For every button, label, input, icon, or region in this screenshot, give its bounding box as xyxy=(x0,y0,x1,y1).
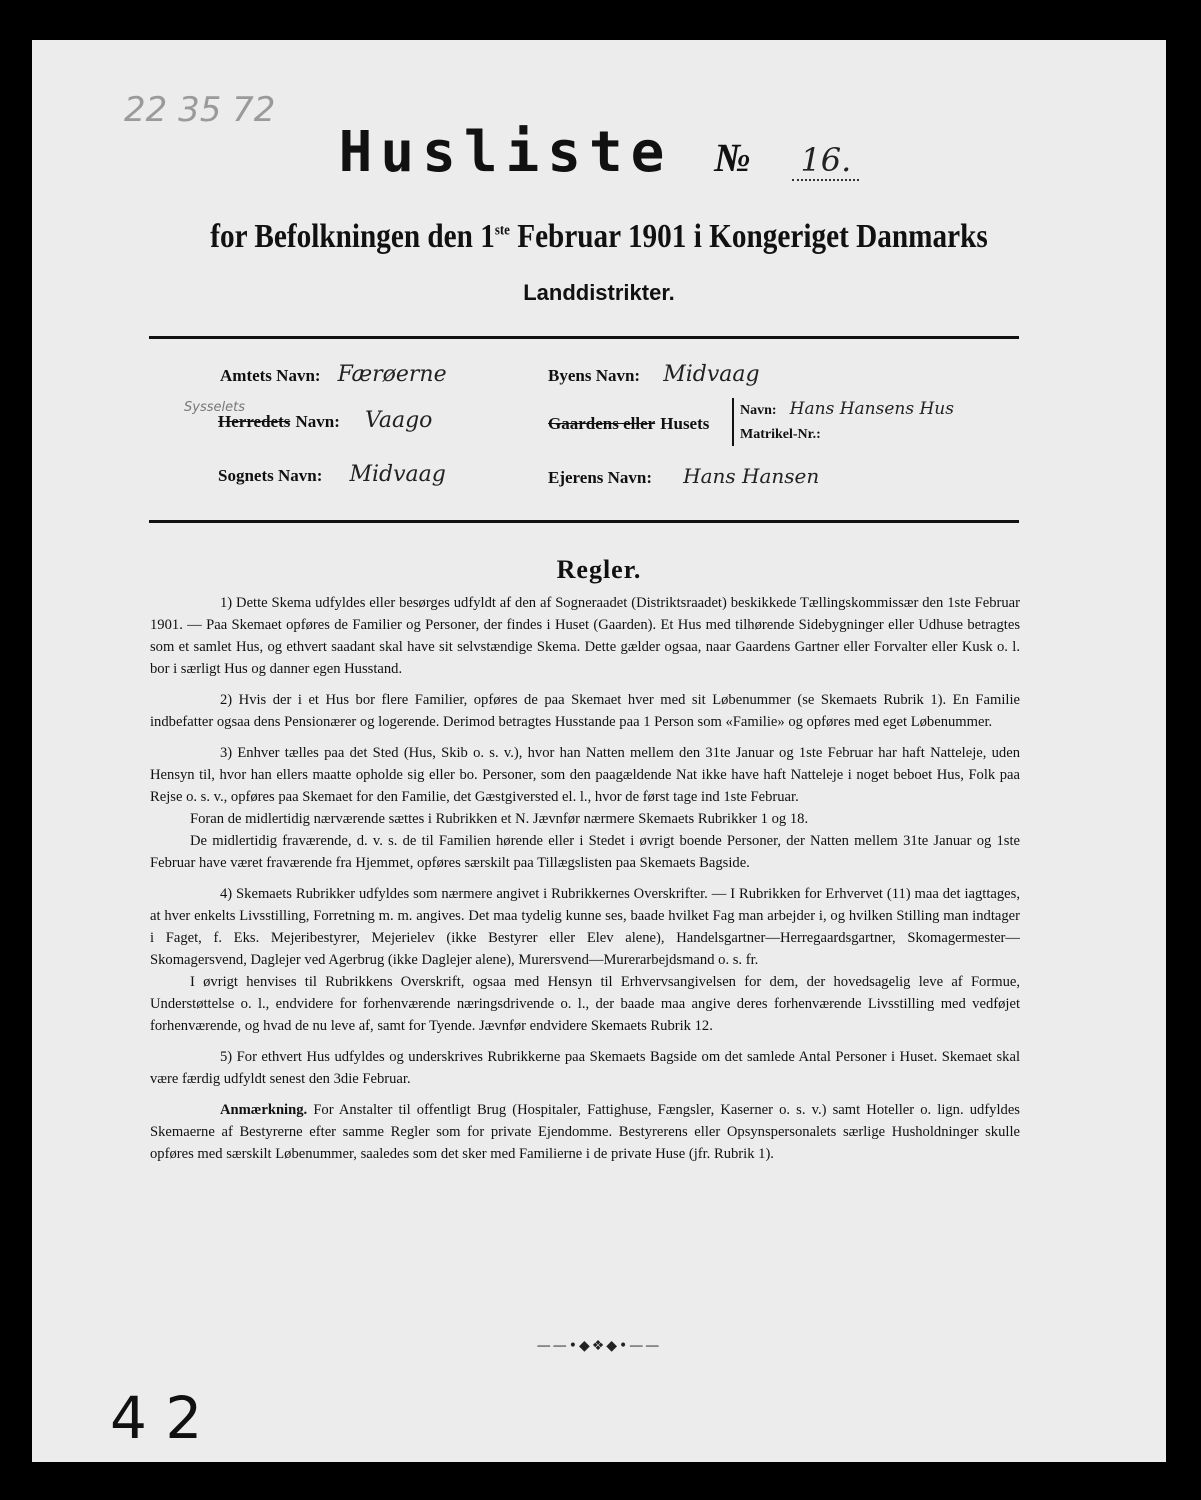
navn-value: Hans Hansens Hus xyxy=(789,399,954,419)
by-label: Byens Navn: xyxy=(548,366,641,385)
rule-1: 1) Dette Skema udfyldes eller besørges udfyldt af den af Sogneraadet (Distriktsraadet) beskikkede Tællingskommissær den 1ste Februar 1901. — Paa Skemaet opføres de Familier og Personer, der findes i Huset (Gaarden). Et Hus med tilhørende Sidebygninger eller Udhuse betragtes som et samlet Hus, og ethvert saadant skal have sit selvstændige Skema. Dette gælder ogsaa, naar Gaardens Gartner eller Forvalter eller Kusk o. l. bor i særligt Hus og danner egen Husstand. xyxy=(150,595,1020,677)
husets-subfields xyxy=(732,398,954,446)
subtitle-superscript: ste xyxy=(494,222,510,239)
by-value: Midvaag xyxy=(663,362,760,387)
house-list-number: 16. xyxy=(792,141,859,181)
fields-divider xyxy=(149,520,1019,523)
rules-heading: Regler. xyxy=(556,555,642,584)
sysselets-annotation: Sysselets xyxy=(184,400,245,415)
rules-body xyxy=(150,592,1020,1174)
herred-value: Vaago xyxy=(364,408,433,433)
ejer-label: Ejerens Navn: xyxy=(548,468,653,487)
rule-3: 3) Enhver tælles paa det Sted (Hus, Skib o. s. v.), hvor han Natten mellem den 31te Januar og 1ste Februar har haft Natteleje, uden Hensyn til, hvor han ellers maatte opholde sig eller bo. Personer, som den paagældende Nat ikke have haft Natteleje i noget beboet Hus, Folk paa Rejse o. s. v., opføres paa Skemaet for den Familie, det Gæstgiversted el. l., hvor de først tage ind 1ste Februar. xyxy=(150,745,1020,805)
subtitle-part: Februar 1901 i Kongeriget Danmarks xyxy=(509,218,988,255)
subtitle-part: for Befolkningen den 1 xyxy=(210,218,495,255)
ejer-value: Hans Hansen xyxy=(683,464,820,488)
herred-field xyxy=(182,400,433,433)
remark xyxy=(150,1099,1020,1165)
rule-4: 4) Skemaets Rubrikker udfyldes som nærmere angivet i Rubrikkernes Overskrifter. — I Rubrikken for Erhvervet (11) maa det iagttages, at hver enkelts Livsstilling, Forretning m. m. angives. Det maa tydelig kunne ses, baade hvilket Fag man arbejder i, og hvilken Stilling man indtager i Faget, f. Eks. Mejeribestyrer, Mejerielev (ikke Bestyrer eller Elev alene), Handelsgartner—Herregaardsgartner, Skomagermester—Skomagersvend, Daglejer ved Agerbrug (ikke Daglejer alene), Murersvend—Murerarbejdsmand o. s. fr. xyxy=(150,886,1020,968)
by-field xyxy=(548,362,760,387)
rule-3-note-n: Foran de midlertidig nærværende sættes i Rubrikken et N. Jævnfør nærmere Skemaets Rubrikker 1 og 18. xyxy=(190,811,809,827)
number-symbol: № xyxy=(714,135,751,180)
rule-5: 5) For ethvert Hus udfyldes og underskrives Rubrikkerne paa Skemaets Bagside om det samlede Antal Personer i Huset. Skemaet skal være færdig udfyldt senest den 3die Februar. xyxy=(150,1049,1020,1087)
remark-text: For Anstalter til offentligt Brug (Hospitaler, Fattighuse, Fængsler, Kaserner o. s. v.) samt Hoteller o. lign. udfyldes Skemaerne af Bestyrerne efter samme Regler som for private Ejendomme. Bestyrerens eller Opsynspersonalets særlige Husholdninger skulle opføres med særskilt Løbenummer, saaledes som det sker med Familierne i de private Huse (jfr. Rubrik 1). xyxy=(150,1102,1020,1162)
rule-2: 2) Hvis der i et Hus bor flere Familier, opføres de paa Skemaet hver med sit Løbenummer (se Skemaets Rubrik 1). En Familie indbefatter ogsaa dens Pensionærer og logerende. Derimod betragtes Husstande paa 1 Person som «Familie» og opføres med eget Løbenummer. xyxy=(150,692,1020,730)
herred-label-struck: Herredets xyxy=(218,412,291,431)
form-subtitle xyxy=(111,218,1086,256)
pencil-reference-marks: 22 35 72 xyxy=(124,90,276,130)
amt-value: Færøerne xyxy=(337,362,447,387)
district-type: Landdistrikter. xyxy=(523,280,675,305)
title-word: Husliste xyxy=(338,120,673,185)
herred-label: Navn: xyxy=(295,412,340,431)
page-number-handwritten: 4 2 xyxy=(110,1384,203,1452)
matrikel-label: Matrikel-Nr.: xyxy=(740,427,821,442)
amt-label: Amtets Navn: xyxy=(220,366,321,385)
rule-3-absent: De midlertidig fraværende, d. v. s. de til Familien hørende eller i Stedet i øvrigt boende Personer, der Natten mellem 31te Januar og 1ste Februar have været fraværende fra Hjemmet, opføres særskilt paa Tillægslisten paa Skemaets Bagside. xyxy=(150,833,1020,871)
top-divider xyxy=(149,336,1019,339)
ornament-divider: ——•◆❖◆•—— xyxy=(536,1338,662,1354)
rule-4-continued: I øvrigt henvises til Rubrikkens Overskrift, ogsaa med Hensyn til Erhvervsangivelsen for dem, der hovedsagelig leve af Formue, Understøttelse o. l., endvidere for forhenværende næringsdrivende o. l., der baade maa angive deres forhenværende Livsstilling med vedføjet forhenværende, og hvad de nu leve af, samt for Tyende. Jævnfør endvidere Skemaets Rubrik 12. xyxy=(150,974,1020,1034)
sogn-value: Midvaag xyxy=(349,462,446,487)
ejer-field xyxy=(548,464,819,488)
form-title xyxy=(32,120,1166,185)
navn-label: Navn: xyxy=(740,403,777,418)
gaard-label-struck: Gaardens eller xyxy=(548,414,656,433)
sogn-field xyxy=(218,462,446,487)
amt-field xyxy=(220,362,447,387)
husets-label: Husets xyxy=(660,414,710,433)
census-form-page xyxy=(32,40,1166,1462)
husets-field xyxy=(548,414,709,434)
sogn-label: Sognets Navn: xyxy=(218,466,323,485)
remark-label: Anmærkning. xyxy=(220,1102,308,1118)
